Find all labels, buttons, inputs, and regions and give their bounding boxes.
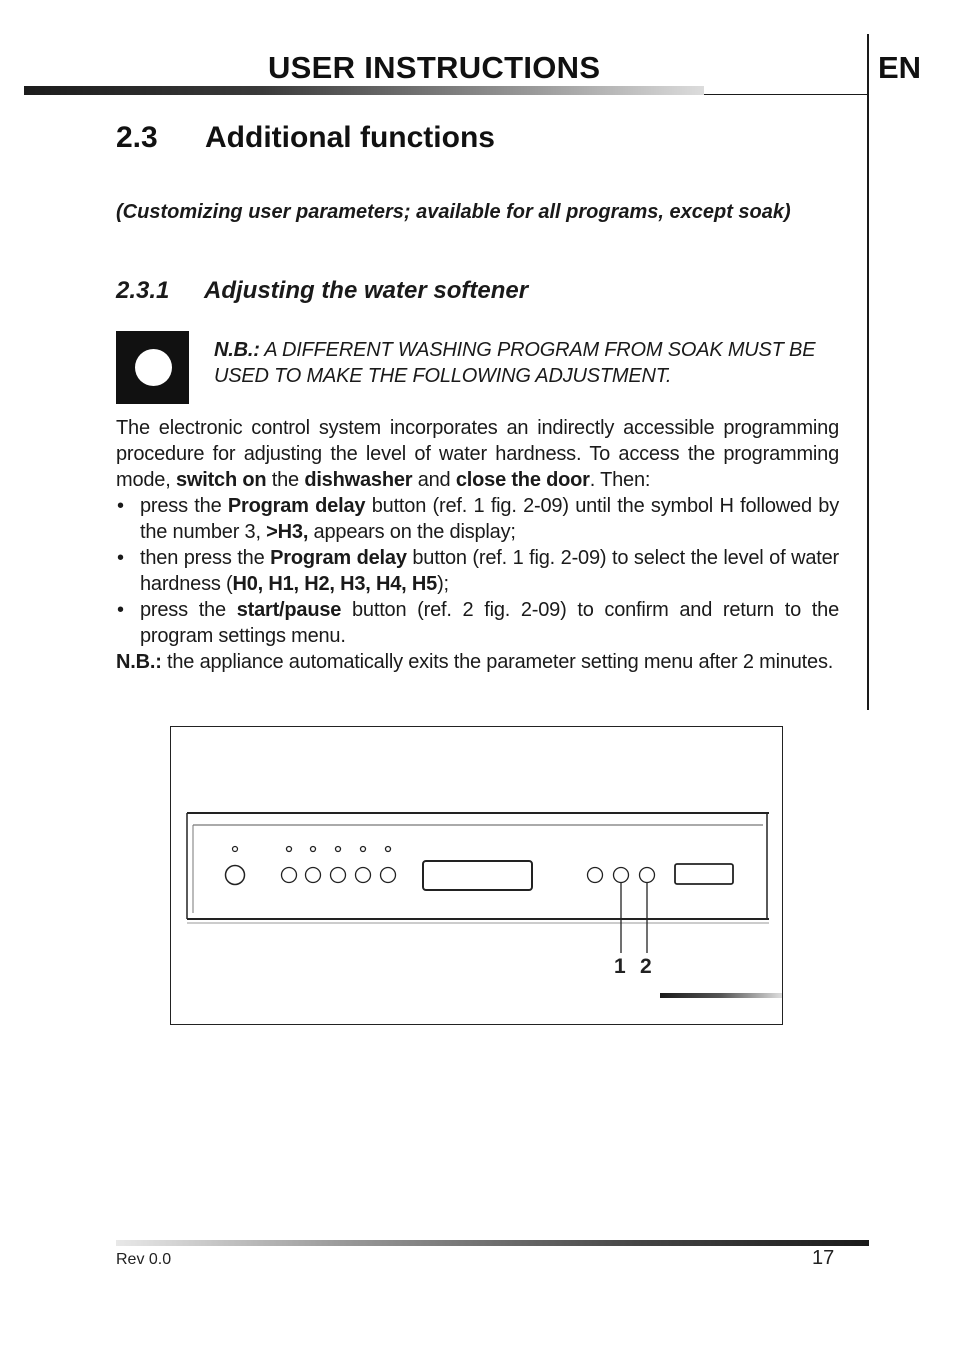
note-label: N.B.: <box>214 339 260 361</box>
control-panel-drawing <box>171 727 782 1024</box>
program-buttons-icon <box>282 847 396 883</box>
display-icon <box>423 861 532 890</box>
list-item: • press the start/pause button (ref. 2 fig. 2-09) to confirm and return to the program settings menu. <box>117 599 840 647</box>
language-code: EN <box>878 50 922 85</box>
note-text: A DIFFERENT WASHING PROGRAM FROM SOAK MUST BE USED TO MAKE THE FOLLOWING ADJUSTMENT. <box>214 339 816 387</box>
note <box>214 337 844 389</box>
nb-paragraph: N.B.: the appliance automatically exits the parameter setting menu after 2 minutes. <box>116 651 834 673</box>
section-title: Additional functions <box>205 121 495 154</box>
info-icon <box>116 331 189 404</box>
section-heading <box>116 121 495 155</box>
list-item: • press the Program delay button (ref. 1 fig. 2-09) until the symbol H followed by the number 3, >H3, appears on the display; <box>117 495 839 543</box>
header-bar <box>24 86 704 95</box>
program-delay-button-icon <box>614 868 629 883</box>
door-handle-icon <box>675 864 733 884</box>
subsection-number: 2.3.1 <box>116 277 170 304</box>
subsection-title: Adjusting the water softener <box>204 277 529 304</box>
subsection-heading <box>116 277 528 305</box>
header-title: USER INSTRUCTIONS <box>268 50 601 85</box>
power-button-icon <box>226 866 245 885</box>
revision-label: Rev 0.0 <box>116 1251 172 1268</box>
footer-bar <box>116 1240 869 1246</box>
callout-1: 1 <box>614 955 626 978</box>
list-item: • then press the Program delay button (ref. 1 fig. 2-09) to select the level of water hardness (H0, H1, H2, H3, H4, H5); <box>117 547 839 595</box>
option-button-icon <box>588 868 603 883</box>
intro-paragraph: The electronic control system incorporates an indirectly accessible programming procedure for adjusting the level of water hardness. To access the programming mode, switch on the dishwasher and close the door. Then: <box>116 417 839 491</box>
header-rule <box>704 94 868 95</box>
power-led-icon <box>233 847 238 852</box>
section-subtitle: (Customizing user parameters; available for all programs, except soak) <box>116 201 791 223</box>
control-panel-figure <box>170 726 783 1025</box>
callout-2: 2 <box>640 955 652 978</box>
start-pause-button-icon <box>640 868 655 883</box>
body-text <box>116 415 839 675</box>
margin-rule <box>867 34 869 710</box>
figure-gradient-bar <box>660 993 782 998</box>
section-number: 2.3 <box>116 121 158 154</box>
page-number: 17 <box>812 1247 835 1269</box>
